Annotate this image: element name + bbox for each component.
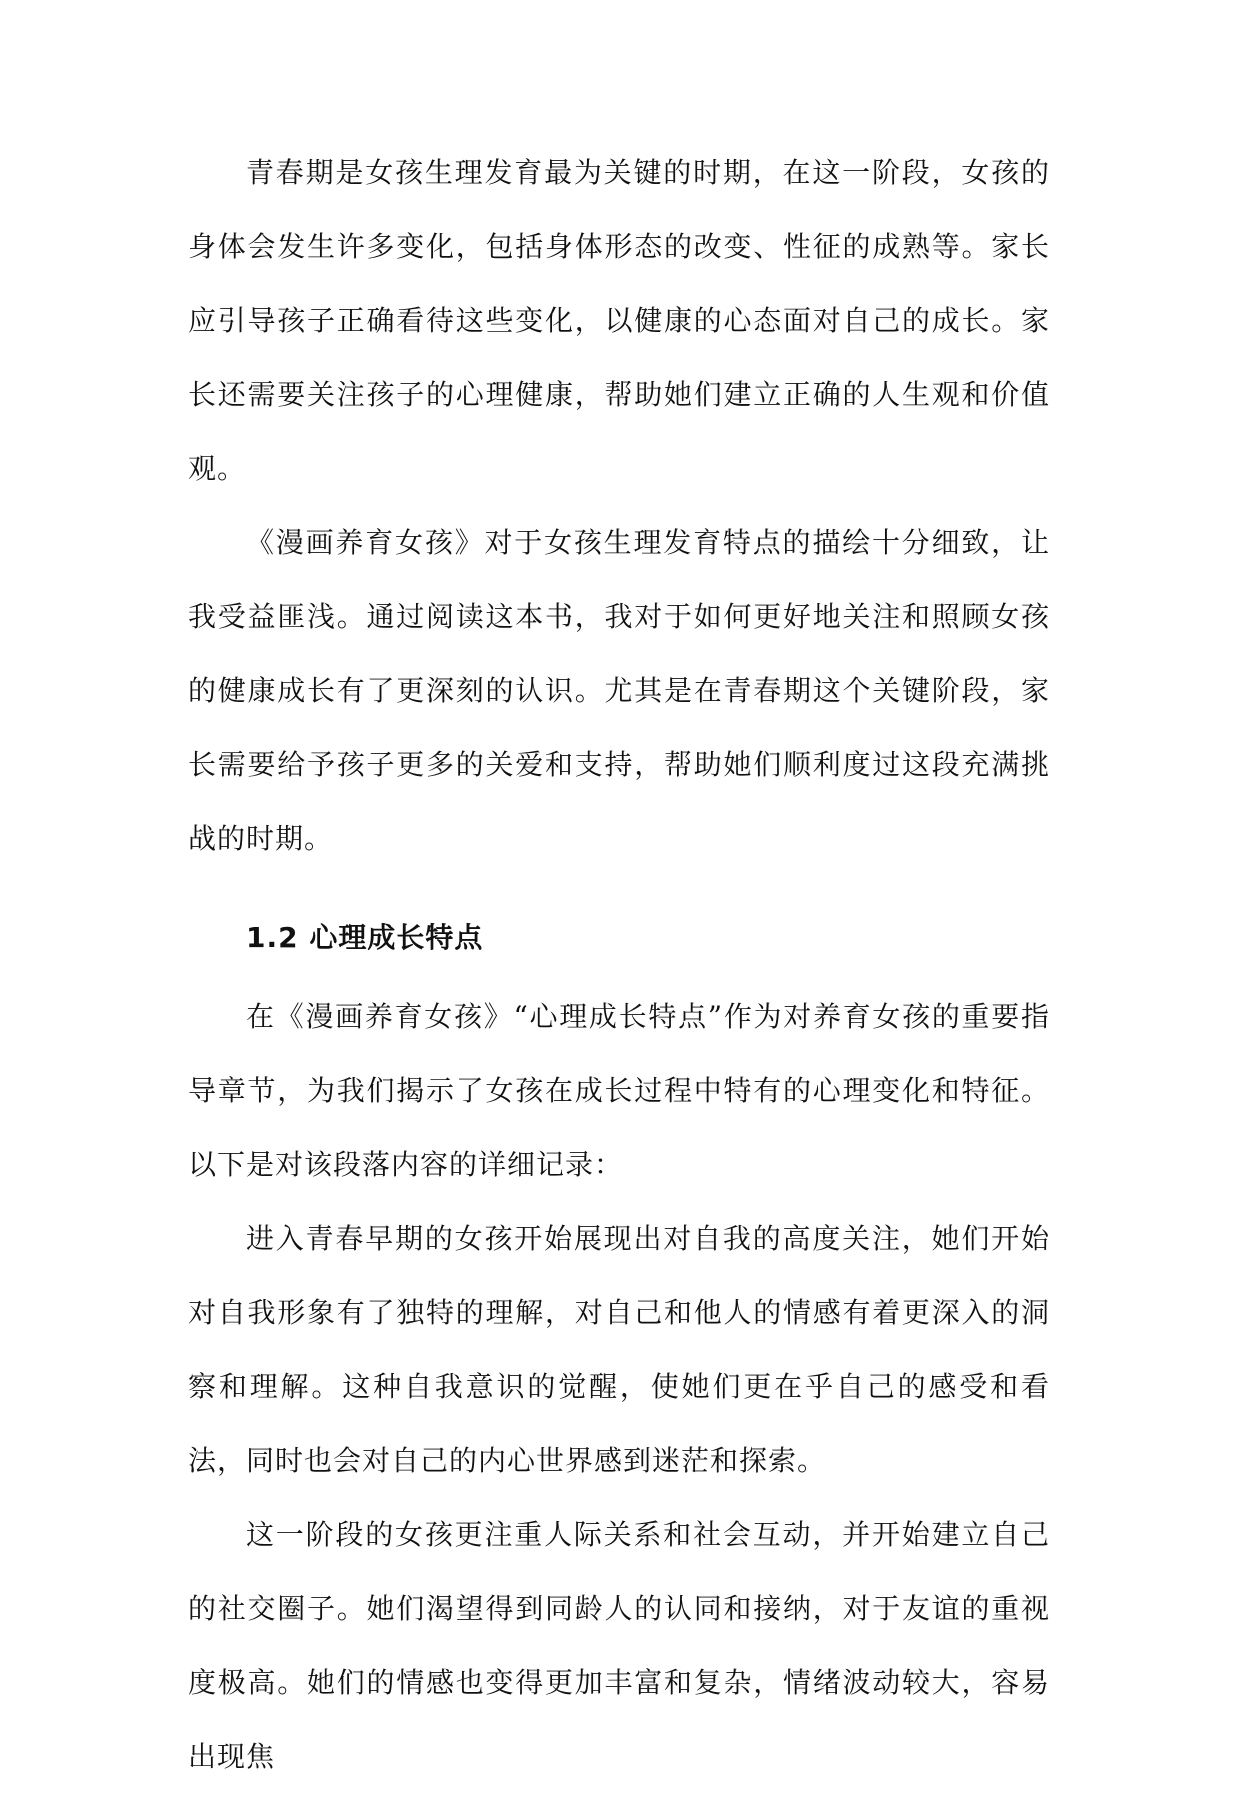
paragraph-self-awareness: 进入青春早期的女孩开始展现出对自我的高度关注，她们开始对自我形象有了独特的理解，对自己和他人的情感有着更深入的洞察和理解。这种自我意识的觉醒，使她们更在乎自己的感受和看法，同时也会对自己的内心世界感到迷茫和探索。 <box>188 1222 1050 1477</box>
paragraph-chapter-intro: 在《漫画养育女孩》“心理成长特点”作为对养育女孩的重要指导章节，为我们揭示了女孩在成长过程中特有的心理变化和特征。以下是对该段落内容的详细记录： <box>188 1000 1050 1181</box>
paragraph-social-relations: 这一阶段的女孩更注重人际关系和社会互动，并开始建立自己的社交圈子。她们渴望得到同龄人的认同和接纳，对于友谊的重视度极高。她们的情感也变得更加丰富和复杂，情绪波动较大，容易出现焦 <box>188 1518 1050 1773</box>
section-heading: 1.2 心理成长特点 <box>246 921 484 954</box>
page-content <box>188 136 1050 1794</box>
paragraph-book-description: 《漫画养育女孩》对于女孩生理发育特点的描绘十分细致，让我受益匪浅。通过阅读这本书，我对于如何更好地关注和照顾女孩的健康成长有了更深刻的认识。尤其是在青春期这个关键阶段，家长需要给予孩子更多的关爱和支持，帮助她们顺利度过这段充满挑战的时期。 <box>188 526 1050 855</box>
paragraph-puberty-development: 青春期是女孩生理发育最为关键的时期，在这一阶段，女孩的身体会发生许多变化，包括身体形态的改变、性征的成熟等。家长应引导孩子正确看待这些变化，以健康的心态面对自己的成长。家长还需要关注孩子的心理健康，帮助她们建立正确的人生观和价值观。 <box>188 156 1050 485</box>
